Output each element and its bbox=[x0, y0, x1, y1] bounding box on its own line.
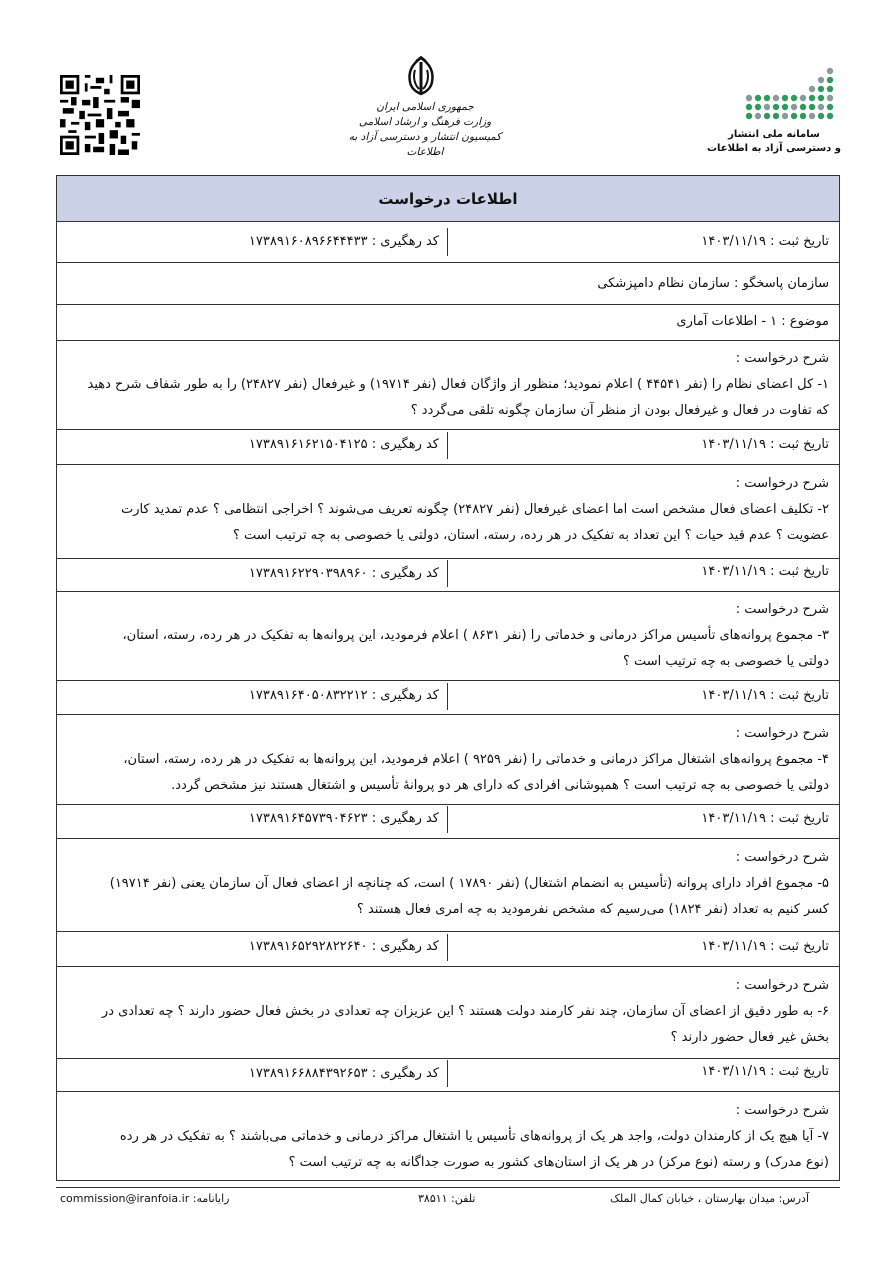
row-divider bbox=[57, 714, 839, 715]
logo-dot bbox=[818, 95, 824, 101]
divider bbox=[447, 934, 448, 961]
date-value: ۱۴۰۳/۱۱/۱۹ bbox=[701, 1064, 767, 1079]
divider bbox=[447, 683, 448, 710]
tracking-label: کد رهگیری : bbox=[371, 437, 439, 452]
row-divider bbox=[57, 1091, 839, 1092]
date-label: تاریخ ثبت : bbox=[770, 234, 829, 249]
system-name bbox=[700, 128, 848, 156]
logo-dot bbox=[809, 86, 815, 92]
tracking-code bbox=[249, 1066, 439, 1081]
request-description bbox=[69, 973, 829, 1051]
tracking-value: ۱۷۳۸۹۱۶۴۰۵۰۸۳۲۲۱۲ bbox=[248, 688, 368, 703]
date-label: تاریخ ثبت : bbox=[770, 688, 829, 703]
date-label: تاریخ ثبت : bbox=[770, 437, 829, 452]
row-divider bbox=[57, 838, 839, 839]
description-line: ۷- آیا هیچ یک از کارمندان دولت، واجد هر یک از پروانه‌های تأسیس یا اشتغال مراکز درمانی و خدماتی می‌باشند ؟ به تفکیک در هر رده bbox=[119, 1129, 829, 1144]
date-label: تاریخ ثبت : bbox=[770, 1064, 829, 1079]
description-label: شرح درخواست : bbox=[735, 602, 829, 617]
logo-dot bbox=[818, 77, 824, 83]
row-divider bbox=[57, 804, 839, 805]
date-label: تاریخ ثبت : bbox=[770, 564, 829, 579]
logo-dot bbox=[818, 86, 824, 92]
subject-value: ۱ - اطلاعات آماری bbox=[676, 314, 778, 329]
subject-label: موضوع : bbox=[781, 314, 829, 329]
request-info-box bbox=[56, 175, 840, 1181]
divider bbox=[447, 560, 448, 587]
date-value: ۱۴۰۳/۱۱/۱۹ bbox=[701, 811, 767, 826]
registration-date bbox=[701, 234, 829, 249]
logo-dot bbox=[809, 113, 815, 119]
divider bbox=[447, 432, 448, 459]
logo-dot bbox=[827, 77, 833, 83]
tracking-value: ۱۷۳۸۹۱۶۲۲۹۰۳۹۸۹۶۰ bbox=[248, 566, 368, 581]
date-label: تاریخ ثبت : bbox=[770, 811, 829, 826]
description-line: کسر کنیم به تعداد (نفر ۱۸۲۴) می‌رسیم که مشخص نفرمودید به چه امری فعال هستند ؟ bbox=[356, 902, 829, 917]
registration-date bbox=[701, 688, 829, 703]
system-name-line-1: سامانه ملی انتشار bbox=[728, 129, 820, 140]
logo-dot bbox=[827, 68, 833, 74]
footer-phone: تلفن: ۳۸۵۱۱ bbox=[418, 1192, 476, 1205]
logo-dot bbox=[755, 104, 761, 110]
row-divider bbox=[57, 429, 839, 430]
description-label: شرح درخواست : bbox=[735, 351, 829, 366]
logo-dot bbox=[782, 104, 788, 110]
description-line: دولتی یا خصوصی به چه ترتیب است ؟ bbox=[622, 654, 829, 669]
tracking-label: کد رهگیری : bbox=[371, 566, 439, 581]
registration-date bbox=[701, 564, 829, 579]
description-label: شرح درخواست : bbox=[735, 726, 829, 741]
logo-dot bbox=[764, 104, 770, 110]
tracking-label: کد رهگیری : bbox=[371, 939, 439, 954]
logo-dot bbox=[782, 113, 788, 119]
tracking-value: ۱۷۳۸۹۱۶۶۸۸۴۳۹۲۶۵۳ bbox=[248, 1066, 368, 1081]
request-description bbox=[69, 845, 829, 923]
description-line: ۱- کل اعضای نظام را (نفر ۴۴۵۴۱ ) اعلام نمودید؛ منظور از واژگان فعال (نفر ۱۹۷۱۴) و غیرفعال (نفر ۲۴۸۲۷) را به طور شفاف شرح دهید bbox=[87, 377, 829, 392]
logo-dot bbox=[818, 104, 824, 110]
logo-dot bbox=[755, 95, 761, 101]
registration-date bbox=[701, 811, 829, 826]
description-line: که تفاوت در فعال و غیرفعال بودن از منظر آن سازمان چگونه تلقی می‌گردد ؟ bbox=[410, 403, 829, 418]
date-value: ۱۴۰۳/۱۱/۱۹ bbox=[701, 234, 767, 249]
logo-dot bbox=[773, 113, 779, 119]
date-value: ۱۴۰۳/۱۱/۱۹ bbox=[701, 564, 767, 579]
logo-dot bbox=[746, 104, 752, 110]
description-line: بخش غیر فعال حضور دارند ؟ bbox=[670, 1030, 829, 1045]
row-divider bbox=[57, 1058, 839, 1059]
row-divider bbox=[57, 304, 839, 305]
logo-dot bbox=[773, 104, 779, 110]
tracking-value: ۱۷۳۸۹۱۶۵۲۹۲۸۲۲۶۴۰ bbox=[248, 939, 368, 954]
footer-divider bbox=[56, 1187, 840, 1188]
footer-address: آدرس: میدان بهارستان ، خیابان کمال الملک bbox=[610, 1192, 809, 1205]
tracking-code bbox=[249, 811, 439, 826]
description-line: ۳- مجموع پروانه‌های تأسیس مراکز درمانی و خدماتی را (نفر ۸۶۳۱ ) اعلام فرمودید، این پروانه‌ها به تفکیک در هر رده، رسته، استان، bbox=[122, 628, 829, 643]
description-label: شرح درخواست : bbox=[735, 1103, 829, 1118]
request-description bbox=[69, 597, 829, 675]
request-description bbox=[69, 721, 829, 799]
system-logo-icon bbox=[744, 66, 836, 126]
row-divider bbox=[57, 931, 839, 932]
tracking-code bbox=[249, 437, 439, 452]
date-label: تاریخ ثبت : bbox=[770, 939, 829, 954]
iran-emblem-icon bbox=[398, 54, 444, 100]
description-label: شرح درخواست : bbox=[735, 476, 829, 491]
logo-dot bbox=[827, 104, 833, 110]
date-value: ۱۴۰۳/۱۱/۱۹ bbox=[701, 437, 767, 452]
description-label: شرح درخواست : bbox=[735, 850, 829, 865]
logo-dot bbox=[764, 113, 770, 119]
responder-label: سازمان پاسخگو : bbox=[733, 276, 829, 291]
description-line: ۲- تکلیف اعضای فعال مشخص است اما اعضای غیرفعال (نفر ۲۴۸۲۷) چگونه تعریف می‌شوند ؟ اخراجی انتظامی ؟ عدم تمدید کارت bbox=[120, 502, 829, 517]
description-line: ۶- به طور دقیق از اعضای آن سازمان، چند نفر کارمند دولت هستند ؟ این عزیزان چه تعدادی در بخش فعال حضور دارند ؟ چه تعدادی در bbox=[101, 1004, 829, 1019]
logo-dot bbox=[791, 104, 797, 110]
description-line: ۵- مجموع افراد دارای پروانه (تأسیس به انضمام اشتغال) (نفر ۱۷۸۹۰ ) است، که چنانچه از اعضای فعال آن سازمان یعنی (نفر ۱۹۷۱۴) bbox=[109, 876, 829, 891]
registration-date bbox=[701, 437, 829, 452]
logo-dot bbox=[800, 113, 806, 119]
request-description bbox=[69, 346, 829, 424]
row-divider bbox=[57, 262, 839, 263]
logo-dot bbox=[800, 104, 806, 110]
description-line: عضویت ؟ عدم قید حیات ؟ این تعداد به تفکیک در هر رده، رسته، استان، دولتی یا خصوصی به چه ترتیب است ؟ bbox=[232, 528, 829, 543]
divider bbox=[447, 228, 448, 256]
logo-dot bbox=[791, 95, 797, 101]
description-line: ۴- مجموع پروانه‌های اشتغال مراکز درمانی و خدماتی را (نفر ۹۲۵۹ ) اعلام فرمودید، این پروانه‌ها به تفکیک در هر رده، رسته، استان، bbox=[123, 752, 829, 767]
logo-dot bbox=[755, 113, 761, 119]
tracking-code bbox=[249, 234, 439, 249]
row-divider bbox=[57, 680, 839, 681]
responder-value: سازمان نظام دامپزشکی bbox=[597, 276, 730, 291]
tracking-label: کد رهگیری : bbox=[371, 688, 439, 703]
ministry-header bbox=[330, 100, 520, 160]
ministry-line-3: کمیسیون انتشار و دسترسی آزاد به اطلاعات bbox=[348, 131, 502, 158]
registration-date bbox=[701, 1064, 829, 1079]
logo-dot bbox=[800, 95, 806, 101]
ministry-line-2: وزارت فرهنگ و ارشاد اسلامی bbox=[358, 116, 492, 128]
tracking-value: ۱۷۳۸۹۱۶۱۶۲۱۵۰۴۱۲۵ bbox=[248, 437, 368, 452]
logo-dot bbox=[827, 95, 833, 101]
logo-dot bbox=[746, 113, 752, 119]
description-line: (نوع مدرک) و رسته (نوع مرکز) در هر یک از استان‌های کشور به صورت جداگانه به چه ترتیب است ؟ bbox=[288, 1155, 829, 1170]
row-divider bbox=[57, 966, 839, 967]
subject bbox=[676, 314, 829, 329]
logo-dot bbox=[773, 95, 779, 101]
tracking-code bbox=[249, 566, 439, 581]
description-line: دولتی یا خصوصی به چه ترتیب است ؟ همپوشانی افرادی که دارای هر دو پروانهٔ تأسیس و اشتغال هستند نیز مشخص گردد. bbox=[171, 778, 829, 793]
tracking-label: کد رهگیری : bbox=[371, 811, 439, 826]
qr-code bbox=[60, 75, 140, 155]
logo-dot bbox=[809, 95, 815, 101]
row-divider bbox=[57, 340, 839, 341]
responder bbox=[597, 276, 829, 291]
ministry-line-1: جمهوری اسلامی ایران bbox=[376, 101, 474, 113]
footer-email: commission@iranfoia.ir :رایانامه bbox=[60, 1192, 230, 1205]
logo-dot bbox=[827, 113, 833, 119]
description-label: شرح درخواست : bbox=[735, 978, 829, 993]
tracking-label: کد رهگیری : bbox=[371, 234, 439, 249]
request-description bbox=[69, 471, 829, 549]
tracking-code bbox=[249, 688, 439, 703]
divider bbox=[447, 1060, 448, 1087]
row-divider bbox=[57, 558, 839, 559]
tracking-value: ۱۷۳۸۹۱۶۰۸۹۶۶۴۴۴۳۳ bbox=[248, 234, 368, 249]
tracking-code bbox=[249, 939, 439, 954]
row-divider bbox=[57, 591, 839, 592]
logo-dot bbox=[818, 113, 824, 119]
date-value: ۱۴۰۳/۱۱/۱۹ bbox=[701, 939, 767, 954]
tracking-label: کد رهگیری : bbox=[371, 1066, 439, 1081]
logo-dot bbox=[809, 104, 815, 110]
logo-dot bbox=[791, 113, 797, 119]
row-divider bbox=[57, 464, 839, 465]
date-value: ۱۴۰۳/۱۱/۱۹ bbox=[701, 688, 767, 703]
logo-dot bbox=[746, 95, 752, 101]
divider bbox=[447, 806, 448, 833]
system-name-line-2: و دسترسی آزاد به اطلاعات bbox=[707, 143, 841, 154]
registration-date bbox=[701, 939, 829, 954]
logo-dot bbox=[764, 95, 770, 101]
logo-dot bbox=[782, 95, 788, 101]
request-description bbox=[69, 1098, 829, 1176]
tracking-value: ۱۷۳۸۹۱۶۴۵۷۳۹۰۴۶۲۳ bbox=[248, 811, 368, 826]
section-title: اطلاعات درخواست bbox=[57, 176, 839, 222]
logo-dot bbox=[827, 86, 833, 92]
